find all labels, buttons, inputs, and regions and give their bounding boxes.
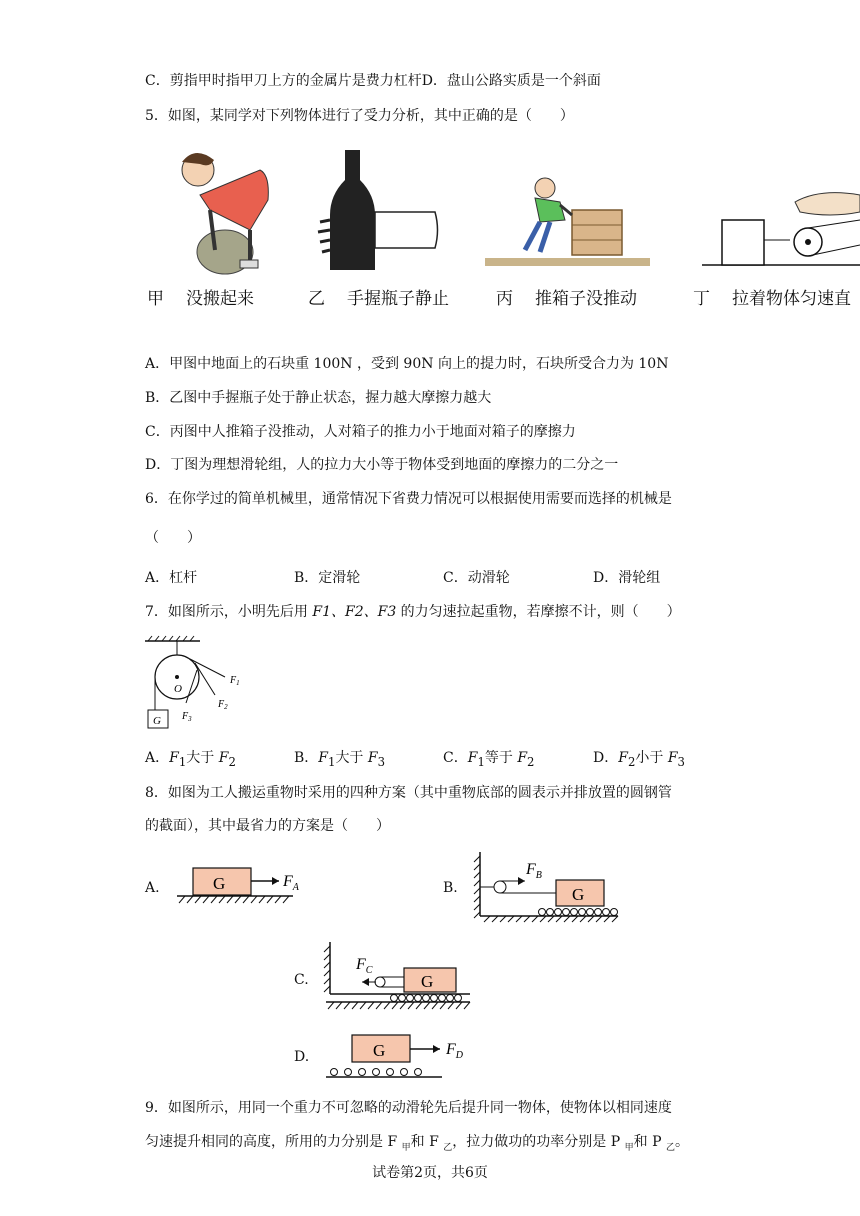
q8-option-d-label: D. [294,1049,310,1065]
svg-text:G: G [421,972,434,991]
q5-option-b: B．乙图中手握瓶子处于静止状态，握力越大摩擦力越大 [145,390,492,406]
q5-caption-bing: 丙 推箱子没推动 [496,289,637,309]
svg-text:FC: $F_C$ [356,956,373,976]
svg-text:FD: $F_D$ [446,1041,464,1061]
svg-text:F2: $F_2$ [218,699,228,711]
q7-option-a: A．$F_1$大于 $F_2$ [145,750,236,769]
q5-panel-jia-illustration [182,153,268,274]
svg-text:G: G [572,885,585,904]
q8-figure-c [318,940,478,1015]
q7-option-c: C．$F_1$等于 $F_2$ [443,750,535,769]
q7-label-f2: F [218,699,225,710]
q6-paren: （ ） [145,530,201,546]
q6-option-d: D．滑轮组 [593,570,661,586]
q5-option-c: C．丙图中人推箱子没推动，人对箱子的推力小于地面对箱子的摩擦力 [145,424,576,440]
svg-text:F1: $F_1$ [230,675,240,687]
q8-option-a-label: A. [145,880,160,896]
q5-stem: 5．如图，某同学对下列物体进行了受力分析，其中正确的是（ ） [145,108,574,124]
q7-forces: F1、F2、F3 [312,604,397,620]
svg-text:F3: $F_3$ [182,711,192,723]
q5-panel-ding-illustration [702,193,860,265]
q7-label-f3: F [182,711,189,722]
q8-figure-d [322,1032,482,1082]
q9-stem-line2: 匀速提升相同的高度，所用的力分别是 F $_甲$和 F $_乙$，拉力做功的功率分别是 P $_甲$和 P $_乙$。 [145,1134,689,1153]
q6-option-b: B．定滑轮 [294,570,361,586]
q8-stem-line2: 的截面），其中最省力的方案是（ ） [145,818,390,834]
svg-text:FB: $F_B$ [526,861,542,881]
svg-text:FA: $F_A$ [283,873,299,893]
q7-label-f1: F [230,675,237,686]
q6-option-c: C．动滑轮 [443,570,510,586]
page-footer: 试卷第2页，共6页 [372,1165,488,1181]
q5-panel-yi-illustration [318,150,438,270]
q8-option-c-label: C. [294,972,309,988]
svg-text:G: G [213,874,226,893]
q5-caption-ding: 丁 拉着物体匀速直 [693,289,851,309]
q7-figure [140,635,250,735]
q5-option-a: A．甲图中地面上的石块重 100N ，受到 90N 向上的提力时，石块所受合力为 10N [145,356,669,372]
q5-panel-bing-illustration [485,178,650,266]
svg-text:G: G [373,1041,386,1060]
q7-option-d: D．$F_2$小于 $F_3$ [593,750,685,769]
q7-option-b: B．$F_1$大于 $F_3$ [294,750,386,769]
q4-option-c: C．剪指甲时指甲刀上方的金属片是费力杠杆D．盘山公路实质是一个斜面 [145,73,601,89]
q9-stem-line1: 9．如图所示，用同一个重力不可忽略的动滑轮先后提升同一物体，使物体以相同速度 [145,1100,672,1116]
q8-figure-b [470,850,630,925]
q6-stem: 6．在你学过的简单机械里，通常情况下省费力情况可以根据使用需要而选择的机械是 [145,491,672,507]
q5-figure [140,140,860,280]
q5-option-d: D．丁图为理想滑轮组，人的拉力大小等于物体受到地面的摩擦力的二分之一 [145,457,619,473]
q8-stem-line1: 8．如图为工人搬运重物时采用的四种方案（其中重物底部的圆表示并排放置的圆钢管 [145,785,672,801]
q6-option-a: A．杠杆 [145,570,198,586]
q8-option-b-label: B. [443,880,458,896]
q5-caption-jia: 甲 没搬起来 [147,289,254,309]
q7-label-g: G [153,715,161,727]
q7-label-o: O [174,683,182,695]
q8-figure-a [175,865,325,915]
q5-caption-yi: 乙 手握瓶子静止 [308,289,449,309]
q7-stem: 7．如图所示，小明先后用 F1、F2、F3 的力匀速拉起重物，若摩擦不计，则（ ） [145,604,681,620]
